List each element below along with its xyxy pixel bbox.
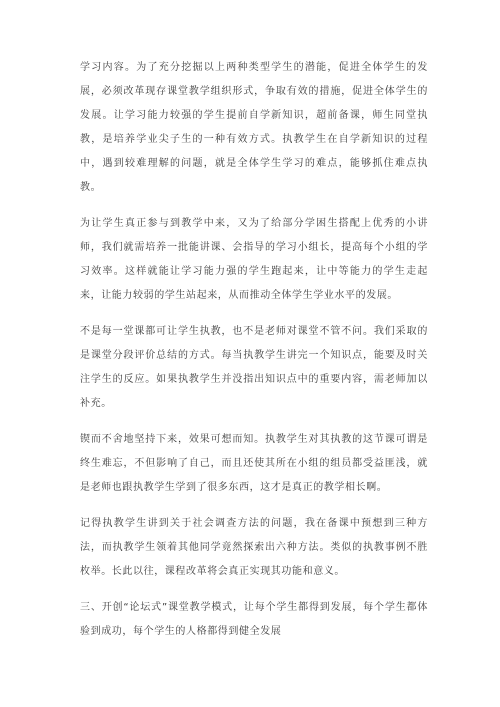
section-heading: 三、开创“论坛式”课堂教学模式，让每个学生都得到发展，每个学生都体验到成功，每个学生的人格都得到健全发展 (80, 602, 428, 637)
paragraph: 不是每一堂课都可让学生执教，也不是老师对课堂不管不问。我们采取的是课堂分段评价总结的方式。每当执教学生讲完一个知识点，能要及时关注学生的反应。如果执教学生并没指出知识点中的重要内容，需老师加以补充。 (80, 326, 428, 409)
paragraph: 锲而不舍地坚持下来，效果可想而知。执教学生对其执教的这节课可谓是终生难忘，不但影响了自己，而且还使其所在小组的组员都受益匪浅，就是老师也跟执教学生学到了很多东西，这才是真正的教学相长啊。 (80, 434, 428, 493)
paragraph: 学习内容。为了充分挖掘以上两种类型学生的潜能，促进全体学生的发展，必须改革现存课堂教学组织形式，争取有效的措施，促进全体学生的发展。让学习能力较强的学生提前自学新知识，超前备课，师生同堂执教，是培养学业尖子生的一种有效方式。执教学生在自学新知识的过程中，遇到较难理解的问题，就是全体学生学习的难点，能够抓住难点执教。 (80, 62, 428, 193)
paragraph: 记得执教学生讲到关于社会调查方法的问题，我在备课中预想到三种方法，而执教学生领着其他同学竟然探索出六种方法。类似的执教事例不胜枚举。长此以往，课程改革将会真正实现其功能和意义。 (80, 518, 428, 577)
document-body (80, 56, 428, 656)
paragraph: 为让学生真正参与到教学中来，又为了给部分学困生搭配上优秀的小讲师，我们就需培养一批能讲课、会指导的学习小组长，提高每个小组的学习效率。这样就能让学习能力强的学生跑起来，让中等能力的学生走起来，让能力较弱的学生站起来，从而推动全体学生学业水平的发展。 (80, 218, 428, 301)
